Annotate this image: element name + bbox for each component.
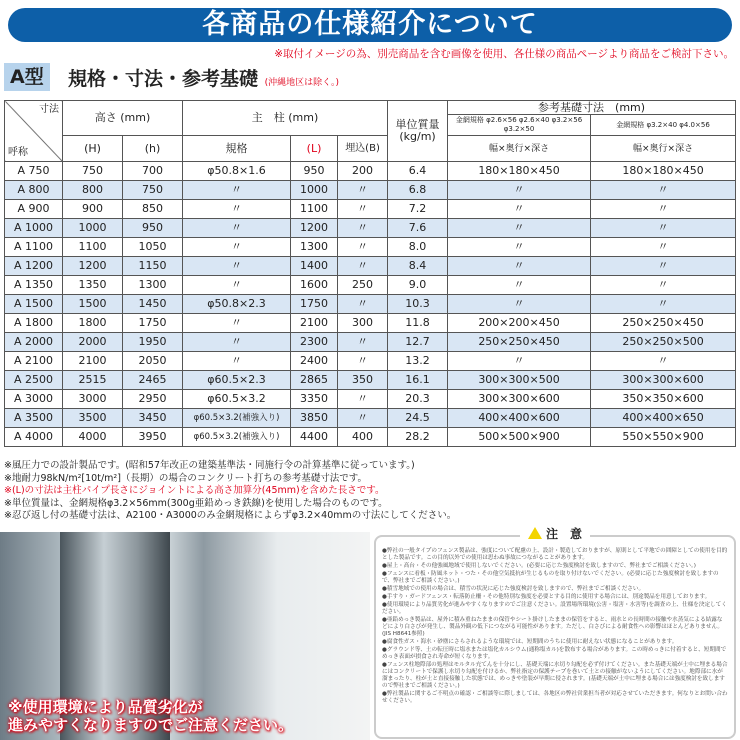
- table-cell: 200: [338, 162, 388, 181]
- note: ※忍び返し付の基礎寸法は、A2100・A3000のみ金網規格によらずφ3.2×40mmの寸法にしてください。: [4, 510, 457, 522]
- table-cell: 〃: [183, 181, 291, 200]
- weight-header: 単位質量(kg/m): [388, 101, 448, 162]
- warning-icon: [528, 527, 542, 539]
- table-cell: 6.8: [388, 181, 448, 200]
- table-cell: 3350: [291, 390, 338, 409]
- table-cell: φ60.5×3.2(補強入り): [183, 428, 291, 447]
- corner-bottom: 呼称: [8, 147, 28, 158]
- table-cell: A 1000: [5, 219, 63, 238]
- col-h: (h): [123, 136, 183, 162]
- table-cell: 300: [338, 314, 388, 333]
- table-cell: 20.3: [388, 390, 448, 409]
- corner-top: 寸法: [39, 104, 59, 115]
- table-cell: 〃: [183, 257, 291, 276]
- table-cell: 350×350×600: [591, 390, 736, 409]
- table-cell: 250×250×450: [448, 333, 591, 352]
- table-cell: 1300: [291, 238, 338, 257]
- table-row: [5, 200, 736, 219]
- table-cell: 〃: [183, 219, 291, 238]
- table-cell: 〃: [338, 295, 388, 314]
- table-cell: 6.4: [388, 162, 448, 181]
- table-row: [5, 409, 736, 428]
- table-cell: 〃: [591, 257, 736, 276]
- caution-item: ●フェンス柱地際部の処理はモルタル充てんを十分にし、基礎天端に水切り勾配を必ず付けてください。また基礎天端が土中に埋まる場合にはコンクリートで保護し水切り勾配を付けるか、弊社指定の保護テープを巻いて土との接触がないようにしてください。地際部に水が溜まったり、柱が土と直接接触した状態では、めっきや塗装が早期に侵されます。(基礎天端が土中に埋まる場合には強度検討を致しますので弊社までご相談ください。): [382, 662, 728, 689]
- table-cell: 350: [338, 371, 388, 390]
- table-row: [5, 257, 736, 276]
- corner-cell: [5, 101, 63, 162]
- col-B: 埋込(B): [338, 136, 388, 162]
- table-cell: 2050: [123, 352, 183, 371]
- table-cell: 12.7: [388, 333, 448, 352]
- table-cell: 3500: [63, 409, 123, 428]
- caution-title-text: 注 意: [546, 527, 583, 541]
- caution-item: ●手すり・ガードフェンス・転落防止柵・その他特別な強度を必要とする目的に使用する場合には、別途製品を用意しております。: [382, 594, 711, 600]
- table-cell: 2950: [123, 390, 183, 409]
- caution-item: ●腐食性ガス・海水・砂塵にさらされるような環境では、短期間のうちに使用に耐えない状態になることがあります。: [382, 639, 678, 645]
- caution-item: ●弊社の一般タイプのフェンス製品は、強度について配慮の上、設計・製造しておりますが、原則として平地での囲障としての使用を目的とした製品です。この目的以外での使用は思わぬ事故につながることがあります。: [382, 548, 728, 561]
- table-cell: 1350: [63, 276, 123, 295]
- table-cell: 〃: [183, 333, 291, 352]
- spec-table: [4, 100, 736, 447]
- post-header: 主 柱 (mm): [183, 101, 388, 136]
- table-cell: 〃: [338, 200, 388, 219]
- table-cell: 700: [123, 162, 183, 181]
- table-cell: 28.2: [388, 428, 448, 447]
- table-cell: 〃: [448, 352, 591, 371]
- table-cell: 〃: [591, 352, 736, 371]
- table-cell: 〃: [591, 238, 736, 257]
- table-cell: A 1200: [5, 257, 63, 276]
- table-cell: 8.4: [388, 257, 448, 276]
- table-cell: 〃: [338, 238, 388, 257]
- table-row: [5, 181, 736, 200]
- table-cell: 1000: [63, 219, 123, 238]
- table-cell: 2865: [291, 371, 338, 390]
- table-cell: A 800: [5, 181, 63, 200]
- table-cell: 1150: [123, 257, 183, 276]
- table-cell: 2400: [291, 352, 338, 371]
- caution-item: ●フェンスに看板・防風ネット・つた・その他空気抵抗が生じるものを取り付けないでください。(必要に応じた強度検討を致しますので、弊社までご相談ください。): [382, 571, 719, 584]
- table-cell: A 1800: [5, 314, 63, 333]
- table-cell: 〃: [591, 200, 736, 219]
- table-cell: 250×250×450: [591, 314, 736, 333]
- note-red: ※(L)の寸法は主柱パイプ長さにジョイントによる高さ加算分(45mm)を含めた長さです。: [4, 485, 385, 497]
- table-cell: 250: [338, 276, 388, 295]
- table-cell: 〃: [183, 276, 291, 295]
- table-cell: 850: [123, 200, 183, 219]
- table-cell: 〃: [591, 219, 736, 238]
- table-cell: 〃: [338, 390, 388, 409]
- note: ※風圧力での設計製品です。(昭和57年改正の建築基準法・同施行令の計算基準に従っています。): [4, 460, 415, 471]
- table-cell: 〃: [338, 181, 388, 200]
- table-row: [5, 390, 736, 409]
- table-cell: 400×400×600: [448, 409, 591, 428]
- top-note: ※取付イメージの為、別売商品を含む画像を使用、各仕様の商品ページより商品をご検討下さい。: [274, 48, 734, 60]
- table-cell: 300×300×600: [591, 371, 736, 390]
- table-cell: 1100: [63, 238, 123, 257]
- col-L: (L): [291, 136, 338, 162]
- table-cell: 〃: [338, 333, 388, 352]
- table-cell: A 750: [5, 162, 63, 181]
- table-cell: 〃: [448, 295, 591, 314]
- table-cell: 〃: [448, 276, 591, 295]
- table-cell: φ60.5×3.2: [183, 390, 291, 409]
- table-cell: 1750: [291, 295, 338, 314]
- table-cell: 2515: [63, 371, 123, 390]
- base-header: 参考基礎寸法 (mm): [448, 101, 736, 115]
- table-cell: 1100: [291, 200, 338, 219]
- table-cell: 180×180×450: [591, 162, 736, 181]
- section-title-text: 規格・寸法・参考基礎: [68, 68, 259, 90]
- table-cell: 1000: [291, 181, 338, 200]
- table-cell: 10.3: [388, 295, 448, 314]
- table-cell: 550×550×900: [591, 428, 736, 447]
- table-cell: 〃: [448, 200, 591, 219]
- table-cell: 2300: [291, 333, 338, 352]
- table-cell: 3000: [63, 390, 123, 409]
- table-cell: 13.2: [388, 352, 448, 371]
- col-H: (H): [63, 136, 123, 162]
- table-cell: A 3500: [5, 409, 63, 428]
- table-cell: 1600: [291, 276, 338, 295]
- table-cell: 400: [338, 428, 388, 447]
- table-cell: 750: [63, 162, 123, 181]
- photo-caption: [8, 698, 293, 734]
- caution-box: [374, 535, 736, 739]
- table-cell: 11.8: [388, 314, 448, 333]
- table-cell: 950: [123, 219, 183, 238]
- table-cell: A 2500: [5, 371, 63, 390]
- table-cell: 500×500×900: [448, 428, 591, 447]
- table-cell: A 2100: [5, 352, 63, 371]
- table-cell: 〃: [591, 295, 736, 314]
- table-cell: 3950: [123, 428, 183, 447]
- table-cell: φ60.5×2.3: [183, 371, 291, 390]
- table-cell: A 1100: [5, 238, 63, 257]
- base1-spec: 金網規格 φ2.6×56 φ2.6×40 φ3.2×56 φ3.2×50: [448, 115, 591, 136]
- table-cell: 〃: [183, 352, 291, 371]
- note: ※単位質量は、金網規格φ3.2×56mm(300g亜鉛めっき鉄線)を使用した場合のものです。: [4, 497, 388, 509]
- table-cell: 1500: [63, 295, 123, 314]
- table-cell: 300×300×500: [448, 371, 591, 390]
- base2-spec: 金網規格 φ3.2×40 φ4.0×56: [591, 115, 736, 136]
- table-cell: 〃: [338, 352, 388, 371]
- col-base1-dims: 幅×奥行×深さ: [448, 136, 591, 162]
- table-cell: A 3000: [5, 390, 63, 409]
- table-cell: 900: [63, 200, 123, 219]
- table-cell: 800: [63, 181, 123, 200]
- table-cell: 2000: [63, 333, 123, 352]
- table-cell: 2100: [63, 352, 123, 371]
- table-cell: A 2000: [5, 333, 63, 352]
- type-badge: A型: [4, 63, 50, 91]
- note: ※地耐力98kN/m²[10t/m²]（長期）の場合のコンクリート打ちの参考基礎寸法です。: [4, 472, 367, 484]
- table-cell: φ50.8×2.3: [183, 295, 291, 314]
- table-cell: 3850: [291, 409, 338, 428]
- table-row: [5, 314, 736, 333]
- caption-line: 進みやすくなりますのでご注意ください。: [8, 716, 294, 734]
- table-cell: 400×400×650: [591, 409, 736, 428]
- table-cell: A 900: [5, 200, 63, 219]
- table-cell: 250×250×500: [591, 333, 736, 352]
- page-banner: 各商品の仕様紹介について: [8, 8, 732, 42]
- table-cell: 〃: [183, 200, 291, 219]
- table-row: [5, 219, 736, 238]
- table-cell: φ50.8×1.6: [183, 162, 291, 181]
- table-cell: 1400: [291, 257, 338, 276]
- table-row: [5, 238, 736, 257]
- table-cell: 2100: [291, 314, 338, 333]
- table-cell: 2465: [123, 371, 183, 390]
- table-cell: 〃: [338, 219, 388, 238]
- table-cell: A 1500: [5, 295, 63, 314]
- table-cell: 〃: [591, 181, 736, 200]
- caution-item: ●亜鉛めっき製品は、屋外に積み重ねたままの保管やシート掛けしたままの保管をすると、雨水との長時間の接触や水蒸気による結露などにより白さびが発生し、製品外観の低下につながる可能性があります。ただし、白さびによる耐食性への影響はほとんどありません。(JIS H8641参照): [382, 617, 723, 637]
- table-cell: 1450: [123, 295, 183, 314]
- table-row: [5, 333, 736, 352]
- table-cell: 1200: [291, 219, 338, 238]
- fence-post-photo: [0, 532, 370, 740]
- caution-item: ●使用環境により品質劣化が進みやすくなりますのでご注意ください。設置場所環境(公害・塩害・水害等)を調査の上、仕様を決定してください。: [382, 602, 727, 615]
- section-note: (沖縄地区は除く。): [264, 78, 339, 88]
- table-cell: 〃: [338, 409, 388, 428]
- table-cell: 4400: [291, 428, 338, 447]
- table-row: [5, 371, 736, 390]
- caption-line: ※使用環境により品質劣化が: [8, 698, 203, 716]
- table-row: [5, 162, 736, 181]
- table-row: [5, 276, 736, 295]
- table-row: [5, 428, 736, 447]
- table-cell: 200×200×450: [448, 314, 591, 333]
- table-cell: 950: [291, 162, 338, 181]
- section-title: [68, 64, 339, 91]
- table-cell: 〃: [591, 276, 736, 295]
- table-cell: 24.5: [388, 409, 448, 428]
- table-cell: A 1350: [5, 276, 63, 295]
- table-cell: 1950: [123, 333, 183, 352]
- table-cell: 〃: [448, 219, 591, 238]
- height-header: 高さ (mm): [63, 101, 183, 136]
- table-cell: φ60.5×3.2(補強入り): [183, 409, 291, 428]
- caution-item: ●弊社製品に関するご不明点の確認・ご相談等に際しましては、各地区の弊社営業担当者が対応させていただきます。何なりとお問い合わせください。: [382, 691, 728, 704]
- table-cell: 〃: [338, 257, 388, 276]
- table-row: [5, 352, 736, 371]
- table-row: [5, 295, 736, 314]
- table-cell: 〃: [183, 238, 291, 257]
- table-cell: 1750: [123, 314, 183, 333]
- table-cell: 1200: [63, 257, 123, 276]
- caution-title: [520, 527, 590, 542]
- table-cell: 1050: [123, 238, 183, 257]
- table-cell: 〃: [448, 238, 591, 257]
- col-spec: 規格: [183, 136, 291, 162]
- notes: [4, 460, 456, 523]
- table-cell: 300×300×600: [448, 390, 591, 409]
- table-cell: 4000: [63, 428, 123, 447]
- table-cell: 8.0: [388, 238, 448, 257]
- table-cell: 180×180×450: [448, 162, 591, 181]
- table-cell: 〃: [448, 181, 591, 200]
- caution-item: ●積雪地域での使用の場合は、積雪の状況に応じた強度検討を致しますので、弊社までご相談ください。: [382, 586, 645, 592]
- table-cell: 〃: [183, 314, 291, 333]
- table-cell: A 4000: [5, 428, 63, 447]
- col-base2-dims: 幅×奥行×深さ: [591, 136, 736, 162]
- table-cell: 750: [123, 181, 183, 200]
- caution-item: ●屋上・高台・その他強風地域で使用しないでください。(必要に応じた強度検討を致しますので、弊社までご相談ください。): [382, 563, 696, 569]
- table-cell: 7.6: [388, 219, 448, 238]
- table-cell: 7.2: [388, 200, 448, 219]
- table-cell: 3450: [123, 409, 183, 428]
- table-cell: 9.0: [388, 276, 448, 295]
- table-cell: 1800: [63, 314, 123, 333]
- table-cell: 16.1: [388, 371, 448, 390]
- table-cell: 〃: [448, 257, 591, 276]
- caution-item: ●グラウンド等、土の転圧時に塩水または塩化カルシウム(通称塩カル)を散布する場合があります。この時めっきに付着すると、短期間でめっき表面が損食され寿命が短くなります。: [382, 647, 727, 660]
- table-cell: 1300: [123, 276, 183, 295]
